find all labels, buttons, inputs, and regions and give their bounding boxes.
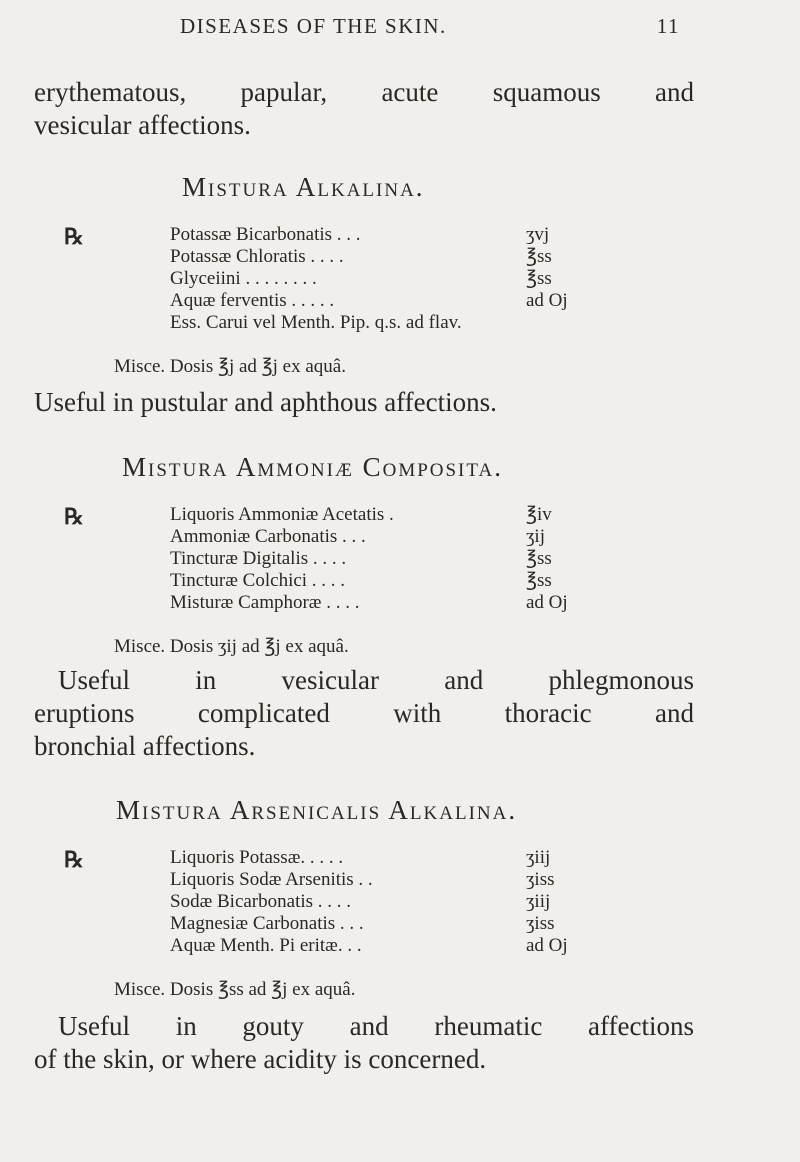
ingredient-quantity: ʒiss	[526, 913, 555, 934]
usage-paragraph	[34, 664, 694, 763]
intro-paragraph	[34, 76, 694, 142]
ingredient-quantity: ʒiij	[526, 891, 551, 912]
usage-line: Useful in pustular and aphthous affections.	[34, 387, 497, 417]
ingredient-row	[64, 847, 664, 869]
ingredient-name: Magnesiæ Carbonatis . . .	[170, 913, 364, 934]
ingredient-row	[64, 891, 664, 913]
ingredient-quantity: ʒvj	[526, 224, 550, 245]
ingredient-row	[64, 246, 664, 268]
running-head	[180, 14, 680, 39]
ingredient-quantity: ℥ss	[526, 268, 552, 289]
usage-paragraph	[34, 1010, 694, 1076]
ingredient-name: Glyceiini . . . . . . . .	[170, 268, 317, 289]
ingredient-quantity: ℥iv	[526, 504, 552, 525]
ingredient-name: Aquæ ferventis . . . . .	[170, 290, 335, 311]
ingredient-quantity: ʒiss	[526, 869, 555, 890]
ingredient-name: Liquoris Sodæ Arsenitis . .	[170, 869, 373, 890]
page-number: 11	[656, 14, 680, 38]
rx-symbol-icon: ℞	[64, 224, 84, 249]
ingredient-row	[64, 224, 664, 246]
running-head-title: DISEASES OF THE SKIN.	[180, 14, 447, 38]
ingredient-row	[64, 268, 664, 290]
ingredient-quantity: ℥ss	[526, 570, 552, 591]
ingredient-quantity: ad Oj	[526, 935, 568, 956]
ingredient-row	[64, 869, 664, 891]
ingredient-name: Potassæ Chloratis . . . .	[170, 246, 344, 267]
ingredient-name: Tincturæ Digitalis . . . .	[170, 548, 347, 569]
ingredient-quantity: ʒij	[526, 526, 545, 547]
prescription-block	[64, 504, 664, 614]
ingredient-row	[64, 935, 664, 957]
usage-line: Useful in gouty and rheumatic affections	[58, 1011, 694, 1041]
misce-line: Misce. Dosis ℥j ad ℥j ex aquâ.	[114, 356, 346, 377]
intro-line: erythematous, papular, acute squamous and	[34, 77, 694, 107]
ingredient-name: Ammoniæ Carbonatis . . .	[170, 526, 366, 547]
ingredient-name: Liquoris Potassæ. . . . .	[170, 847, 344, 868]
ingredient-quantity: ad Oj	[526, 592, 568, 613]
prescription-block	[64, 224, 664, 334]
ingredient-name: Misturæ Camphoræ . . . .	[170, 592, 360, 613]
ingredient-row	[64, 548, 664, 570]
ingredient-name: Tincturæ Colchici . . . .	[170, 570, 346, 591]
rx-symbol-icon: ℞	[64, 504, 84, 529]
intro-line: vesicular affections.	[34, 110, 251, 140]
usage-paragraph	[34, 386, 694, 419]
misce-line: Misce. Dosis ℥ss ad ℥j ex aquâ.	[114, 979, 356, 1000]
ingredient-quantity: ʒiij	[526, 847, 551, 868]
ingredient-quantity: ad Oj	[526, 290, 568, 311]
misce-line: Misce. Dosis ʒij ad ℥j ex aquâ.	[114, 636, 349, 657]
ingredient-row	[64, 592, 664, 614]
ingredient-row	[64, 913, 664, 935]
usage-line: Useful in vesicular and phlegmonous	[58, 665, 694, 695]
usage-line: bronchial affections.	[34, 731, 256, 761]
ingredient-row	[64, 504, 664, 526]
ingredient-quantity: ℥ss	[526, 246, 552, 267]
ingredient-name: Aquæ Menth. Pi eritæ. . .	[170, 935, 362, 956]
ingredient-quantity: ℥ss	[526, 548, 552, 569]
formula-heading: Mistura Arsenicalis Alkalina.	[116, 795, 518, 825]
rx-symbol-icon: ℞	[64, 847, 84, 872]
ingredient-name: Potassæ Bicarbonatis . . .	[170, 224, 361, 245]
formula-heading: Mistura Ammoniæ Composita.	[122, 452, 503, 482]
usage-line: of the skin, or where acidity is concerned.	[34, 1044, 487, 1074]
prescription-block	[64, 847, 664, 957]
ingredient-row	[64, 312, 664, 334]
ingredient-row	[64, 526, 664, 548]
ingredient-name: Ess. Carui vel Menth. Pip. q.s. ad flav.	[170, 312, 462, 333]
formula-heading: Mistura Alkalina.	[182, 172, 425, 202]
ingredient-name: Sodæ Bicarbonatis . . . .	[170, 891, 352, 912]
ingredient-row	[64, 290, 664, 312]
ingredient-row	[64, 570, 664, 592]
usage-line: eruptions complicated with thoracic and	[34, 698, 694, 728]
ingredient-name: Liquoris Ammoniæ Acetatis .	[170, 504, 394, 525]
